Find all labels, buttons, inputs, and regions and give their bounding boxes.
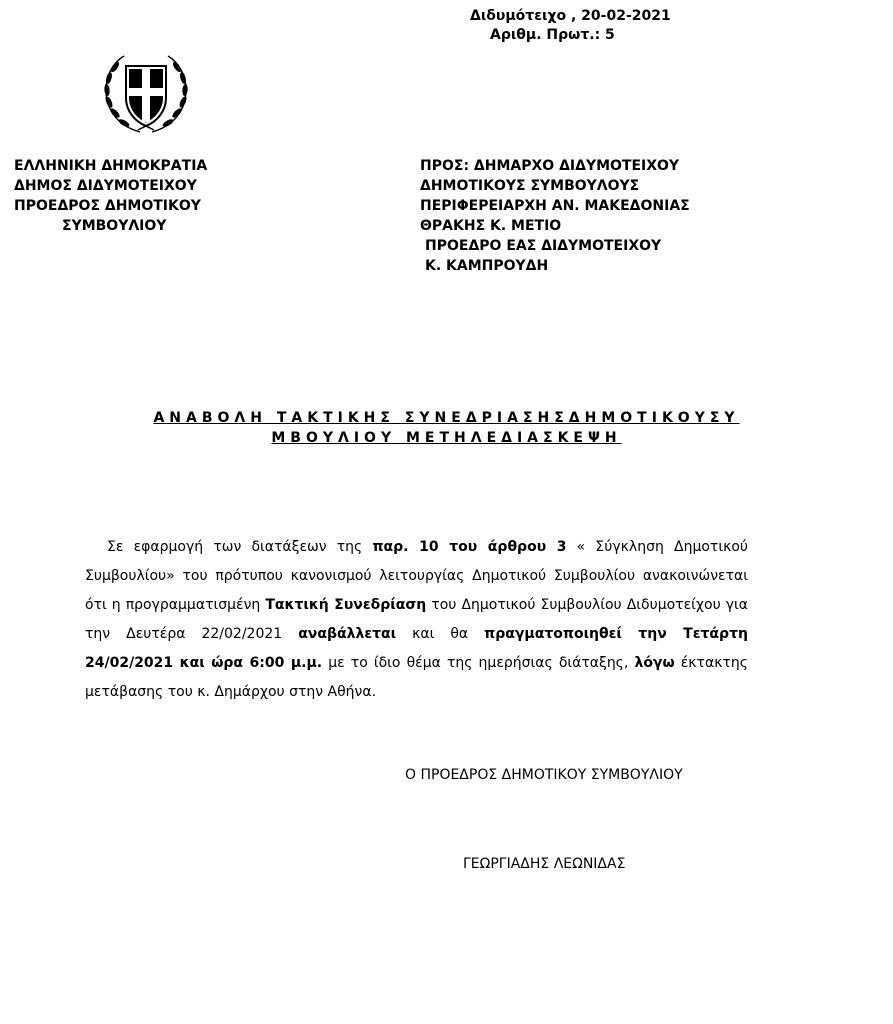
recipient-line: Κ. ΚΑΜΠΡΟΥΔΗ bbox=[425, 258, 549, 274]
recipients-block bbox=[420, 156, 690, 276]
body-text-segment: έκτακτης μετάβασης του κ. Δημάρχου στην Αθήνα. bbox=[85, 655, 748, 700]
title-line: ΑΝΑΒΟΛΗ ΤΑΚΤΙΚΗΣ ΣΥΝΕΔΡΙΑΣΗΣΔΗΜΟΤΙΚΟΥΣΥ bbox=[153, 410, 740, 426]
greek-coat-of-arms-emblem bbox=[100, 52, 192, 138]
sender-block bbox=[14, 156, 207, 236]
sender-line: ΕΛΛΗΝΙΚΗ ΔΗΜΟΚΡΑΤΙΑ bbox=[14, 158, 208, 174]
document-title bbox=[0, 408, 893, 448]
body-bold-segment: πραγματοποιηθεί την Τετάρτη 24/02/2021 και ώρα 6:00 μ.μ. bbox=[85, 626, 748, 671]
body-bold-segment: λόγω bbox=[634, 655, 675, 671]
protocol-number: Αριθμ. Πρωτ.: 5 bbox=[490, 27, 615, 43]
recipient-line: ΔΗΜΟΤΙΚΟΥΣ ΣΥΜΒΟΥΛΟΥΣ bbox=[420, 178, 640, 194]
body-text-segment: του Δημοτικού Συμβουλίου Διδυμοτείχου για την Δευτέρα 22/02/2021 bbox=[85, 597, 748, 642]
body-text-segment: « Σύγκληση Δημοτικού Συμβουλίου» του πρότυπου κανονισμού λειτουργίας Δημοτικού Συμβουλίου ανακοινώνεται ότι η προγραμματισμένη bbox=[85, 539, 748, 613]
body-bold-segment: παρ. 10 του άρθρου 3 bbox=[372, 539, 567, 555]
body-text-segment: με το ίδιο θέμα της ημερήσιας διάταξης, bbox=[322, 655, 635, 671]
body-bold-segment: Τακτική Συνεδρίαση bbox=[265, 597, 427, 613]
signature-name: ΓΕΩΡΓΙΑΔΗΣ ΛΕΩΝΙΔΑΣ bbox=[463, 856, 626, 872]
body-bold-segment: αναβάλλεται bbox=[298, 626, 397, 642]
coat-of-arms-icon bbox=[100, 52, 192, 138]
signature-title: Ο ΠΡΟΕΔΡΟΣ ΔΗΜΟΤΙΚΟΥ ΣΥΜΒΟΥΛΙΟΥ bbox=[405, 767, 683, 783]
recipient-line: ΠΡΟΕΔΡΟ ΕΑΣ ΔΙΔΥΜΟΤΕΙΧΟΥ bbox=[425, 238, 662, 254]
sender-line: ΔΗΜΟΣ ΔΙΔΥΜΟΤΕΙΧΟΥ bbox=[14, 178, 197, 194]
document-date: Διδυμότειχο , 20-02-2021 bbox=[470, 8, 671, 24]
recipient-line: ΘΡΑΚΗΣ Κ. ΜΕΤΙΟ bbox=[420, 218, 562, 234]
sender-line: ΣΥΜΒΟΥΛΙΟΥ bbox=[62, 218, 167, 234]
body-paragraph bbox=[85, 533, 748, 707]
title-line: ΜΒΟΥΛΙΟΥ ΜΕΤΗΛΕΔΙΑΣΚΕΨΗ bbox=[271, 430, 622, 446]
sender-line: ΠΡΟΕΔΡΟΣ ΔΗΜΟΤΙΚΟΥ bbox=[14, 198, 201, 214]
body-text-segment: Σε εφαρμογή των διατάξεων της bbox=[107, 539, 373, 555]
recipient-line: ΠΡΟΣ: ΔΗΜΑΡΧΟ ΔΙΔΥΜΟΤΕΙΧΟΥ bbox=[420, 158, 680, 174]
body-text-segment: και θα bbox=[396, 626, 485, 642]
recipient-line: ΠΕΡΙΦΕΡΕΙΑΡΧΗ ΑΝ. ΜΑΚΕΔΟΝΙΑΣ bbox=[420, 198, 690, 214]
